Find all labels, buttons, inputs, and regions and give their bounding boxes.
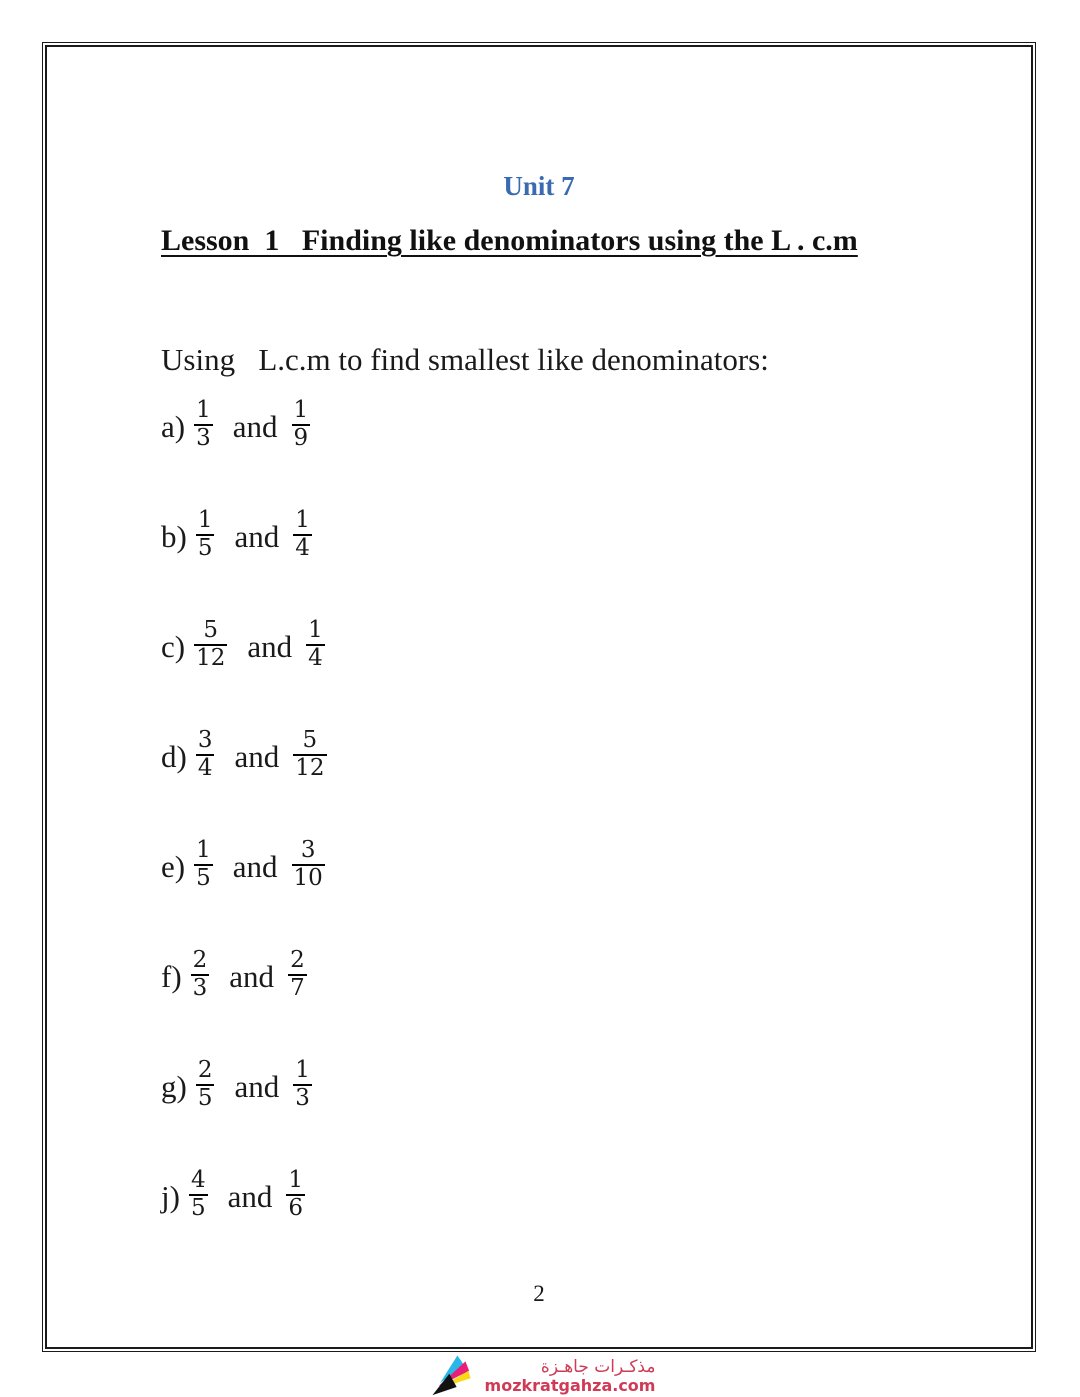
fraction — [293, 728, 326, 782]
problem-row-b — [161, 504, 1035, 570]
fraction-numerator: 2 — [290, 947, 305, 974]
fraction-numerator: 3 — [197, 727, 213, 754]
brand-arabic-name: مذكـرات جاهـزة — [540, 1356, 656, 1377]
problem-row-d — [161, 724, 1035, 790]
fraction-numerator: 1 — [295, 1057, 310, 1084]
conjunction: and — [247, 629, 293, 664]
conjunction: and — [232, 849, 278, 884]
fraction-denominator: 3 — [295, 1085, 310, 1111]
fraction-denominator: 9 — [293, 425, 309, 451]
fraction-numerator: 2 — [192, 947, 208, 974]
fraction-denominator: 3 — [196, 425, 211, 451]
fraction-denominator: 12 — [295, 755, 325, 781]
fraction-numerator: 5 — [203, 617, 219, 644]
fraction-denominator: 12 — [196, 645, 226, 671]
fraction — [191, 948, 210, 1002]
problem-row-c — [161, 614, 1035, 680]
fraction-denominator: 4 — [295, 535, 310, 561]
fraction — [292, 398, 311, 452]
fraction-denominator: 5 — [197, 535, 213, 561]
fraction-denominator: 6 — [288, 1195, 303, 1221]
fraction — [293, 508, 312, 562]
conjunction: and — [229, 959, 275, 994]
page-number: 2 — [533, 1281, 545, 1306]
brand-arrow-icon — [425, 1354, 479, 1397]
problem-label: e) — [161, 849, 186, 884]
fraction — [196, 728, 215, 782]
conjunction: and — [227, 1179, 273, 1214]
fraction — [293, 1058, 312, 1112]
problem-label: c) — [161, 629, 186, 664]
fraction — [194, 838, 213, 892]
conjunction: and — [234, 519, 280, 554]
conjunction: and — [232, 409, 278, 444]
problem-row-e — [161, 834, 1035, 900]
brand-text — [485, 1358, 656, 1394]
lesson-title: Lesson 1 Finding like denominators using the L . c.m — [161, 224, 858, 257]
intro-text: Using L.c.m to find smallest like denominators: — [161, 342, 769, 377]
problem-label: g) — [161, 1069, 187, 1104]
fraction-denominator: 5 — [196, 865, 211, 891]
problem-label: j) — [161, 1179, 180, 1214]
problem-label: a) — [161, 409, 186, 444]
fraction — [196, 508, 215, 562]
problem-label: f) — [161, 959, 182, 994]
fraction — [194, 398, 213, 452]
fraction-numerator: 1 — [196, 397, 211, 424]
footer-logo — [425, 1354, 656, 1397]
fraction-denominator: 5 — [197, 1085, 213, 1111]
fraction — [194, 618, 227, 672]
fraction-denominator: 10 — [293, 865, 323, 891]
problem-list — [161, 394, 1035, 1230]
fraction — [288, 948, 307, 1002]
fraction — [196, 1058, 215, 1112]
page-border-frame — [42, 42, 1036, 1352]
fraction — [286, 1168, 305, 1222]
fraction-numerator: 1 — [293, 397, 309, 424]
fraction-denominator: 4 — [197, 755, 213, 781]
fraction-denominator: 5 — [190, 1195, 206, 1221]
fraction-numerator: 3 — [300, 837, 316, 864]
problem-row-g — [161, 1054, 1035, 1120]
problem-row-a — [161, 394, 1035, 460]
conjunction: and — [234, 1069, 280, 1104]
fraction-numerator: 1 — [197, 507, 213, 534]
fraction-denominator: 4 — [308, 645, 323, 671]
fraction-numerator: 1 — [196, 837, 211, 864]
fraction-denominator: 7 — [290, 975, 305, 1001]
problem-label: d) — [161, 739, 187, 774]
problem-row-f — [161, 944, 1035, 1010]
fraction-numerator: 4 — [190, 1167, 206, 1194]
fraction-numerator: 1 — [308, 617, 323, 644]
fraction-numerator: 1 — [295, 507, 310, 534]
conjunction: and — [234, 739, 280, 774]
fraction-numerator: 2 — [197, 1057, 213, 1084]
fraction — [292, 838, 325, 892]
brand-website: mozkratgahza.com — [484, 1375, 656, 1395]
fraction-numerator: 5 — [302, 727, 318, 754]
fraction-denominator: 3 — [192, 975, 208, 1001]
problem-row-j — [161, 1164, 1035, 1230]
fraction-numerator: 1 — [288, 1167, 303, 1194]
fraction — [189, 1168, 208, 1222]
problem-label: b) — [161, 519, 187, 554]
fraction — [306, 618, 325, 672]
unit-heading: Unit 7 — [503, 171, 575, 201]
